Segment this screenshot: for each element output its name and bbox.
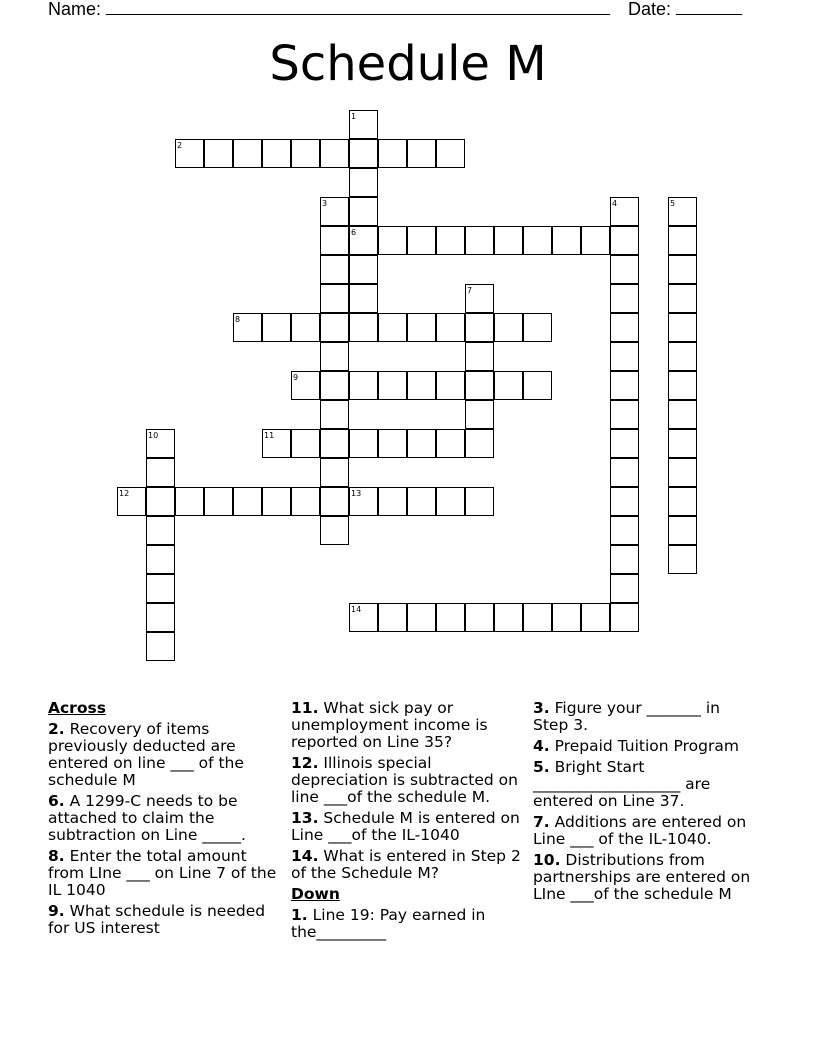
clue-text: What is entered in Step 2 of the Schedule M? bbox=[291, 847, 521, 882]
grid-cell[interactable] bbox=[349, 284, 378, 313]
clue-number: 11. bbox=[291, 699, 319, 717]
grid-cell[interactable] bbox=[610, 371, 639, 400]
grid-cell[interactable] bbox=[465, 371, 494, 400]
grid-cell[interactable] bbox=[494, 371, 523, 400]
grid-cell[interactable] bbox=[494, 603, 523, 632]
grid-cell[interactable] bbox=[610, 342, 639, 371]
grid-cell[interactable] bbox=[407, 313, 436, 342]
clue-item bbox=[48, 721, 284, 789]
clue-number-label: 1 bbox=[351, 112, 357, 121]
clue-number-label: 5 bbox=[670, 199, 676, 208]
grid-cell[interactable] bbox=[436, 226, 465, 255]
clues-section-heading: Down bbox=[291, 885, 340, 903]
grid-cell[interactable] bbox=[668, 487, 697, 516]
grid-cell[interactable] bbox=[610, 603, 639, 632]
grid-cell[interactable] bbox=[668, 342, 697, 371]
clue-item bbox=[533, 738, 759, 755]
date-label: Date: bbox=[628, 0, 672, 19]
grid-cell[interactable] bbox=[146, 574, 175, 603]
grid-cell[interactable] bbox=[494, 226, 523, 255]
grid-cell[interactable] bbox=[407, 603, 436, 632]
clue-number: 9. bbox=[48, 902, 65, 920]
grid-cell[interactable] bbox=[668, 516, 697, 545]
grid-cell[interactable] bbox=[436, 603, 465, 632]
grid-cell[interactable] bbox=[610, 255, 639, 284]
grid-cell[interactable] bbox=[436, 139, 465, 168]
grid-cell[interactable] bbox=[320, 284, 349, 313]
grid-cell[interactable] bbox=[668, 458, 697, 487]
clue-text: Distributions from partnerships are entered on LIne ___of the schedule M bbox=[533, 851, 751, 903]
grid-cell[interactable] bbox=[291, 139, 320, 168]
grid-cell[interactable] bbox=[436, 487, 465, 516]
grid-cell[interactable] bbox=[349, 371, 378, 400]
grid-cell[interactable] bbox=[436, 429, 465, 458]
grid-cell[interactable] bbox=[668, 226, 697, 255]
grid-cell[interactable] bbox=[552, 226, 581, 255]
grid-cell[interactable] bbox=[349, 313, 378, 342]
clues-column-1 bbox=[48, 700, 284, 941]
grid-cell[interactable] bbox=[378, 139, 407, 168]
clue-text: What schedule is needed for US interest bbox=[48, 902, 266, 937]
grid-cell[interactable] bbox=[668, 545, 697, 574]
grid-cell[interactable] bbox=[610, 400, 639, 429]
grid-cell[interactable] bbox=[610, 574, 639, 603]
grid-cell[interactable] bbox=[262, 139, 291, 168]
clue-number: 10. bbox=[533, 851, 561, 869]
grid-cell[interactable] bbox=[349, 429, 378, 458]
grid-cell[interactable] bbox=[320, 342, 349, 371]
clues-column-2 bbox=[291, 700, 527, 945]
grid-cell[interactable] bbox=[407, 429, 436, 458]
grid-cell[interactable] bbox=[407, 487, 436, 516]
clue-item bbox=[533, 700, 759, 734]
clue-item bbox=[291, 700, 527, 751]
grid-cell[interactable] bbox=[233, 139, 262, 168]
clue-number: 3. bbox=[533, 699, 550, 717]
clue-number: 5. bbox=[533, 758, 550, 776]
grid-cell[interactable] bbox=[349, 168, 378, 197]
grid-cell[interactable] bbox=[668, 400, 697, 429]
grid-cell[interactable] bbox=[581, 603, 610, 632]
clue-number-label: 4 bbox=[612, 199, 618, 208]
grid-cell[interactable] bbox=[668, 371, 697, 400]
clue-item bbox=[533, 852, 759, 903]
clue-number: 7. bbox=[533, 813, 550, 831]
grid-cell[interactable] bbox=[378, 487, 407, 516]
grid-cell[interactable] bbox=[668, 284, 697, 313]
grid-cell[interactable] bbox=[378, 226, 407, 255]
grid-cell[interactable] bbox=[668, 429, 697, 458]
grid-cell[interactable] bbox=[378, 429, 407, 458]
grid-cell[interactable] bbox=[291, 487, 320, 516]
grid-cell[interactable] bbox=[610, 284, 639, 313]
clue-number-label: 6 bbox=[351, 228, 357, 237]
clue-text: Recovery of items previously deducted are entered on line ___ of the schedule M bbox=[48, 720, 244, 789]
grid-cell[interactable] bbox=[349, 255, 378, 284]
grid-cell[interactable] bbox=[320, 313, 349, 342]
clue-text: Figure your _______ in Step 3. bbox=[533, 699, 720, 734]
grid-cell[interactable] bbox=[378, 603, 407, 632]
grid-cell[interactable] bbox=[320, 429, 349, 458]
grid-cell[interactable] bbox=[320, 516, 349, 545]
clue-number: 13. bbox=[291, 809, 319, 827]
clue-text: Prepaid Tuition Program bbox=[554, 737, 739, 755]
grid-cell[interactable] bbox=[610, 545, 639, 574]
grid-cell[interactable] bbox=[320, 400, 349, 429]
grid-cell[interactable] bbox=[320, 371, 349, 400]
clue-number-label: 3 bbox=[322, 199, 328, 208]
clue-item bbox=[48, 903, 284, 937]
grid-cell[interactable] bbox=[465, 487, 494, 516]
grid-cell[interactable] bbox=[320, 139, 349, 168]
clue-number: 12. bbox=[291, 754, 319, 772]
clue-item bbox=[533, 814, 759, 848]
grid-cell[interactable] bbox=[610, 429, 639, 458]
clue-text: Schedule M is entered on Line ___of the IL-1040 bbox=[291, 809, 520, 844]
grid-cell[interactable] bbox=[552, 603, 581, 632]
grid-cell[interactable] bbox=[610, 226, 639, 255]
clue-number: 6. bbox=[48, 792, 65, 810]
clue-text: Additions are entered on Line ___ of the IL-1040. bbox=[533, 813, 747, 848]
clue-item bbox=[48, 793, 284, 844]
clue-text: Bright Start ___________________ are entered on Line 37. bbox=[533, 758, 711, 810]
clue-text: Enter the total amount from LIne ___ on Line 7 of the IL 1040 bbox=[48, 847, 277, 899]
grid-cell[interactable] bbox=[465, 313, 494, 342]
grid-cell[interactable] bbox=[581, 226, 610, 255]
grid-cell[interactable] bbox=[668, 313, 697, 342]
grid-cell[interactable] bbox=[465, 400, 494, 429]
grid-cell[interactable] bbox=[204, 139, 233, 168]
clue-number-label: 7 bbox=[467, 286, 473, 295]
grid-cell[interactable] bbox=[378, 371, 407, 400]
clue-item bbox=[291, 755, 527, 806]
grid-cell[interactable] bbox=[465, 603, 494, 632]
clues-section-heading: Across bbox=[48, 699, 106, 717]
grid-cell[interactable] bbox=[465, 226, 494, 255]
grid-cell[interactable] bbox=[523, 603, 552, 632]
grid-cell[interactable] bbox=[320, 487, 349, 516]
grid-cell[interactable] bbox=[436, 371, 465, 400]
page-title: Schedule M bbox=[269, 36, 547, 92]
grid-cell[interactable] bbox=[233, 487, 262, 516]
clue-number: 8. bbox=[48, 847, 65, 865]
grid-cell[interactable] bbox=[146, 603, 175, 632]
grid-cell[interactable] bbox=[610, 458, 639, 487]
clue-number-label: 10 bbox=[148, 431, 159, 440]
clue-number-label: 13 bbox=[351, 489, 362, 498]
clue-text: A 1299-C needs to be attached to claim the subtraction on Line _____. bbox=[48, 792, 246, 844]
grid-cell[interactable] bbox=[523, 371, 552, 400]
grid-cell[interactable] bbox=[378, 313, 407, 342]
grid-cell[interactable] bbox=[407, 226, 436, 255]
clue-item bbox=[291, 810, 527, 844]
clue-number: 4. bbox=[533, 737, 550, 755]
grid-cell[interactable] bbox=[610, 313, 639, 342]
clues-column-3 bbox=[533, 700, 759, 907]
grid-cell[interactable] bbox=[523, 226, 552, 255]
grid-cell[interactable] bbox=[610, 487, 639, 516]
clue-number-label: 11 bbox=[264, 431, 275, 440]
clue-item bbox=[48, 848, 284, 899]
grid-cell[interactable] bbox=[291, 429, 320, 458]
grid-cell[interactable] bbox=[291, 313, 320, 342]
grid-cell[interactable] bbox=[407, 139, 436, 168]
grid-cell[interactable] bbox=[146, 632, 175, 661]
clue-item bbox=[291, 848, 527, 882]
clue-item bbox=[291, 907, 527, 941]
name-label: Name: bbox=[48, 0, 102, 19]
grid-cell[interactable] bbox=[146, 516, 175, 545]
grid-cell[interactable] bbox=[320, 226, 349, 255]
grid-cell[interactable] bbox=[494, 313, 523, 342]
grid-cell[interactable] bbox=[320, 255, 349, 284]
clue-number-label: 9 bbox=[293, 373, 299, 382]
grid-cell[interactable] bbox=[204, 487, 233, 516]
grid-cell[interactable] bbox=[436, 313, 465, 342]
clue-number: 1. bbox=[291, 906, 308, 924]
grid-cell[interactable] bbox=[262, 313, 291, 342]
grid-cell[interactable] bbox=[668, 255, 697, 284]
clue-number-label: 14 bbox=[351, 605, 362, 614]
clue-text: Line 19: Pay earned in the_________ bbox=[291, 906, 486, 941]
grid-cell[interactable] bbox=[146, 545, 175, 574]
clue-number: 14. bbox=[291, 847, 319, 865]
clue-number: 2. bbox=[48, 720, 65, 738]
clue-text: Illinois special depreciation is subtracted on line ___of the schedule M. bbox=[291, 754, 518, 806]
grid-cell[interactable] bbox=[146, 458, 175, 487]
grid-cell[interactable] bbox=[262, 487, 291, 516]
clue-item bbox=[533, 759, 759, 810]
grid-cell[interactable] bbox=[407, 371, 436, 400]
clue-number-label: 2 bbox=[177, 141, 183, 150]
clue-number-label: 12 bbox=[119, 489, 130, 498]
grid-cell[interactable] bbox=[523, 313, 552, 342]
clue-text: What sick pay or unemployment income is reported on Line 35? bbox=[291, 699, 488, 751]
grid-cell[interactable] bbox=[146, 487, 175, 516]
grid-cell[interactable] bbox=[175, 487, 204, 516]
grid-cell[interactable] bbox=[320, 458, 349, 487]
grid-cell[interactable] bbox=[465, 429, 494, 458]
clue-number-label: 8 bbox=[235, 315, 241, 324]
grid-cell[interactable] bbox=[349, 197, 378, 226]
grid-cell[interactable] bbox=[465, 342, 494, 371]
grid-cell[interactable] bbox=[349, 139, 378, 168]
grid-cell[interactable] bbox=[610, 516, 639, 545]
